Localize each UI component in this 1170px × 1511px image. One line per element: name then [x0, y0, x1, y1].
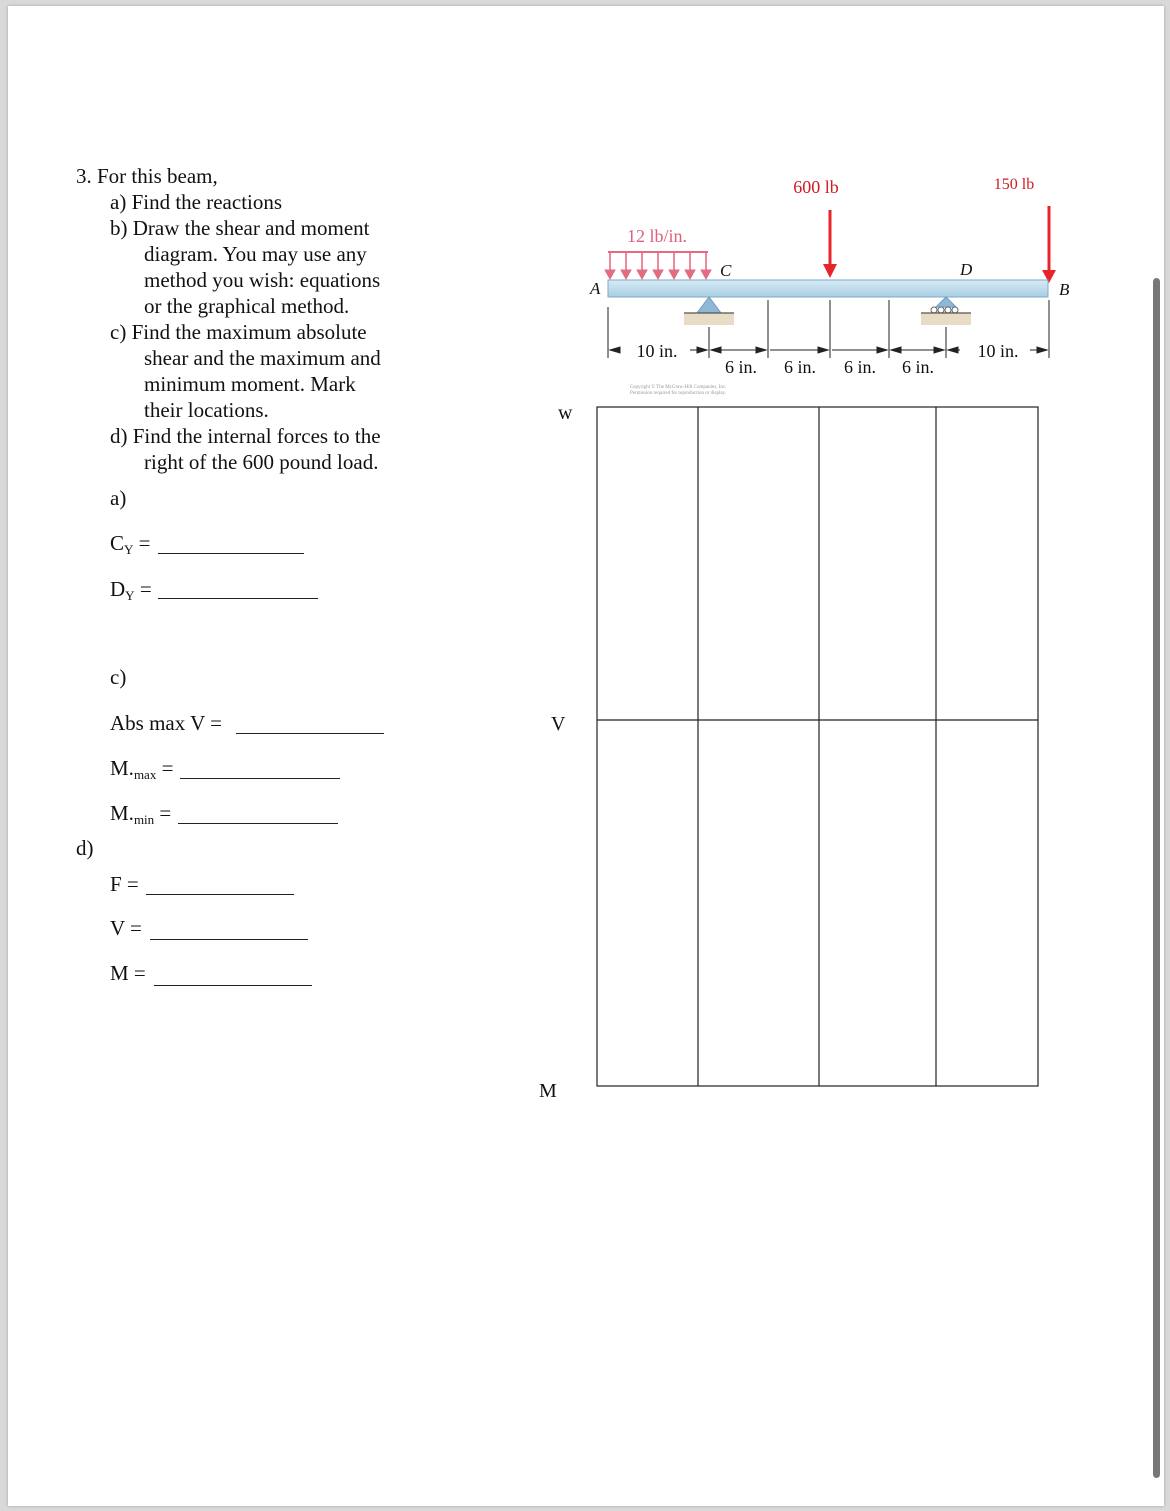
- absmaxv-label: Abs max V =: [110, 711, 222, 735]
- roller-support-d: [921, 297, 971, 325]
- v-answer-line[interactable]: [150, 939, 308, 940]
- diagram-grid[interactable]: [596, 406, 1041, 1088]
- part-c-line3: minimum moment. Mark: [144, 372, 356, 396]
- dim-left-label: 10 in.: [636, 341, 678, 361]
- part-b-line3: method you wish: equations: [144, 268, 381, 292]
- distributed-load-arrows: [605, 252, 711, 279]
- copyright-line1: Copyright © The McGraw-Hill Companies, Inc.: [629, 385, 727, 390]
- load-150-arrow: [1042, 206, 1056, 283]
- beam: [608, 280, 1048, 297]
- w-axis-label: w: [558, 402, 573, 424]
- part-d-line2: right of the 600 pound load.: [144, 450, 379, 474]
- cy-main: C: [110, 531, 125, 555]
- load-600-arrow: [823, 210, 837, 278]
- mmax-answer-line[interactable]: [180, 778, 340, 779]
- mmax-label: [110, 755, 173, 788]
- grid-border: [597, 407, 1038, 1086]
- scrollbar[interactable]: [1153, 278, 1160, 1478]
- part-c-line4: their locations.: [144, 398, 269, 422]
- answer-c-label: c): [110, 665, 127, 689]
- cy-eq: =: [133, 531, 151, 555]
- pin-support-c: [684, 297, 734, 325]
- f-label: F =: [110, 872, 139, 896]
- dy-answer-line[interactable]: [158, 598, 318, 599]
- dim-6in-1: 6 in.: [724, 357, 758, 377]
- point-b-label: B: [1059, 280, 1070, 299]
- mmin-main: M.: [110, 801, 134, 825]
- dim-right-label: 10 in.: [977, 341, 1019, 361]
- part-a-text: a) Find the reactions: [110, 190, 283, 214]
- distributed-load-label: 12 lb/in.: [626, 226, 688, 246]
- copyright-line2: Permission required for reproduction or display.: [629, 391, 727, 396]
- part-d-line1: d) Find the internal forces to the: [110, 424, 381, 448]
- cy-label: [110, 530, 151, 563]
- v-axis-label: V: [551, 713, 566, 735]
- mmax-eq: =: [156, 756, 174, 780]
- load-600-label: 600 lb: [793, 177, 839, 197]
- dy-sub: Y: [125, 588, 135, 603]
- point-a-label: A: [590, 279, 601, 298]
- point-c-label: C: [720, 261, 732, 280]
- v-label: V =: [110, 916, 142, 940]
- cy-sub: Y: [124, 542, 134, 557]
- mmin-answer-line[interactable]: [178, 823, 338, 824]
- mmin-eq: =: [154, 801, 172, 825]
- problem-title: 3. For this beam,: [76, 164, 218, 188]
- part-b-line2: diagram. You may use any: [144, 242, 367, 266]
- m-label: M =: [110, 961, 146, 985]
- mmin-sub: min: [133, 812, 155, 827]
- dim-6in-3: 6 in.: [843, 357, 877, 377]
- m-answer-line[interactable]: [154, 985, 312, 986]
- point-d-label: D: [960, 260, 973, 279]
- m-axis-label: M: [539, 1080, 557, 1102]
- absmaxv-answer-line[interactable]: [236, 733, 384, 734]
- answer-d-label: d): [76, 836, 94, 860]
- dy-label: [110, 576, 152, 609]
- part-b-line4: or the graphical method.: [144, 294, 350, 318]
- dy-eq: =: [134, 577, 152, 601]
- mmax-main: M.: [110, 756, 134, 780]
- part-c-line2: shear and the maximum and: [144, 346, 381, 370]
- dim-6in-2: 6 in.: [783, 357, 817, 377]
- mmax-sub: max: [133, 767, 157, 782]
- mmin-label: [110, 800, 171, 833]
- f-answer-line[interactable]: [146, 894, 294, 895]
- cy-answer-line[interactable]: [158, 553, 304, 554]
- beam-figure: [0, 0, 1170, 410]
- dim-6in-4: 6 in.: [901, 357, 935, 377]
- part-c-line1: c) Find the maximum absolute: [110, 320, 367, 344]
- dy-main: D: [110, 577, 126, 601]
- load-150-label: 150 lb: [993, 176, 1035, 193]
- answer-a-label: a): [110, 486, 127, 510]
- part-b-line1: b) Draw the shear and moment: [110, 216, 370, 240]
